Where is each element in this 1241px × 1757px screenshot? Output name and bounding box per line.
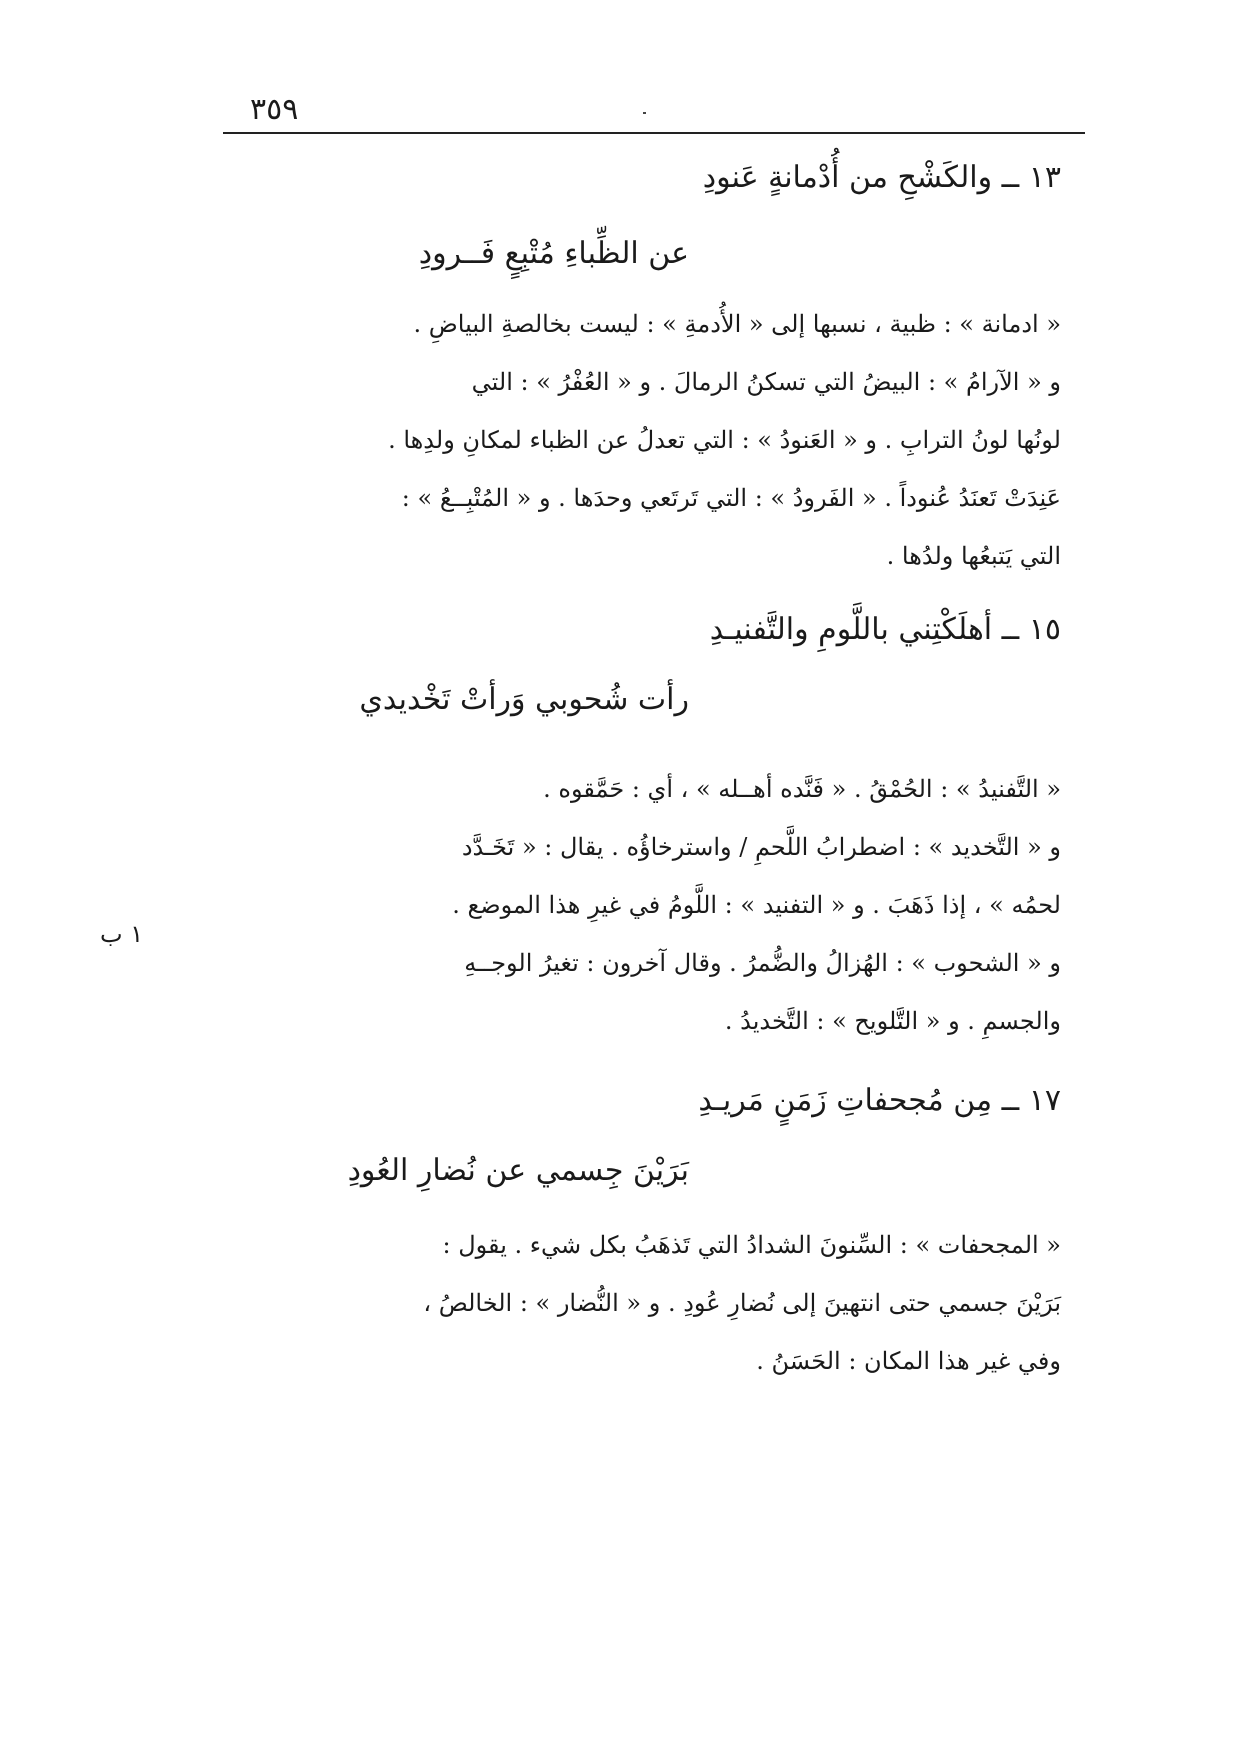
commentary-line: « المجحفات » : السِّنونَ الشدادُ التي تَذهَبُ بكل شيء . يقول : — [442, 1231, 1061, 1259]
commentary-line: لونُها لونُ الترابِ . و « العَنودُ » : التي تعدلُ عن الظباء لمكانِ ولدِها . — [388, 426, 1061, 454]
commentary-line: وفي غير هذا المكان : الحَسَنُ . — [756, 1347, 1061, 1375]
commentary-line: و « الآرامُ » : البيضُ التي تسكنُ الرمالَ . و « العُفْرُ » : التي — [471, 368, 1061, 396]
verse-15-line-2: رأت شُحوبي وَرأتْ تَخْديدي — [359, 682, 689, 717]
commentary-line: بَرَيْنَ جسمي حتى انتهينَ إلى نُضارِ عُودِ . و « النُّضار » : الخالصُ ، — [423, 1289, 1061, 1317]
verse-17-line-2: بَرَيْنَ جِسمي عن نُضارِ العُودِ — [347, 1153, 689, 1188]
commentary-line: والجسمِ . و « التَّلويح » : التَّخديدُ . — [724, 1007, 1061, 1035]
commentary-line: التي يَتبعُها ولدُها . — [886, 542, 1061, 570]
verse-15-line-1: ١٥ ــ أهلَكْتِني باللَّومِ والتَّفنيـدِ — [709, 612, 1061, 647]
commentary-15 — [191, 760, 1061, 1050]
page-number: ٣٥٩ — [250, 92, 299, 127]
commentary-line: لحمُه » ، إذا ذَهَبَ . و « التفنيد » : اللَّومُ في غيرِ هذا الموضع . — [452, 891, 1061, 919]
ink-speck — [643, 112, 646, 114]
commentary-line: « ادمانة » : ظبية ، نسبها إلى « الأُدمةِ » : ليست بخالصةِ البياضِ . — [413, 310, 1061, 338]
commentary-17 — [191, 1216, 1061, 1390]
commentary-line: و « التَّخديد » : اضطرابُ اللَّحمِ / واسترخاؤُه . يقال : « تَخَـدَّد — [461, 833, 1061, 861]
commentary-line: عَنِدَتْ تَعنَدُ عُنوداً . « الفَرودُ » : التي تَرتَعي وحدَها . و « المُتْبِــعُ » : — [401, 484, 1061, 512]
verse-13-line-2: عن الظِّباءِ مُتْبِعٍ فَــرودِ — [418, 236, 689, 271]
verse-17-line-1: ١٧ ــ مِن مُجحفاتِ زَمَنٍ مَريـدِ — [698, 1083, 1061, 1118]
verse-13-line-1: ١٣ ــ والكَشْحِ من أُدْمانةٍ عَنودِ — [702, 160, 1061, 195]
header-rule — [223, 132, 1085, 134]
margin-note: ١ ب — [100, 920, 144, 948]
commentary-line: « التَّفنيدُ » : الحُمْقُ . « فَنَّده أهــله » ، أي : حَمَّقوه . — [543, 775, 1061, 803]
commentary-line: و « الشحوب » : الهُزالُ والضُّمرُ . وقال آخرون : تغيرُ الوجــهِ — [464, 949, 1061, 977]
commentary-13 — [191, 295, 1061, 585]
